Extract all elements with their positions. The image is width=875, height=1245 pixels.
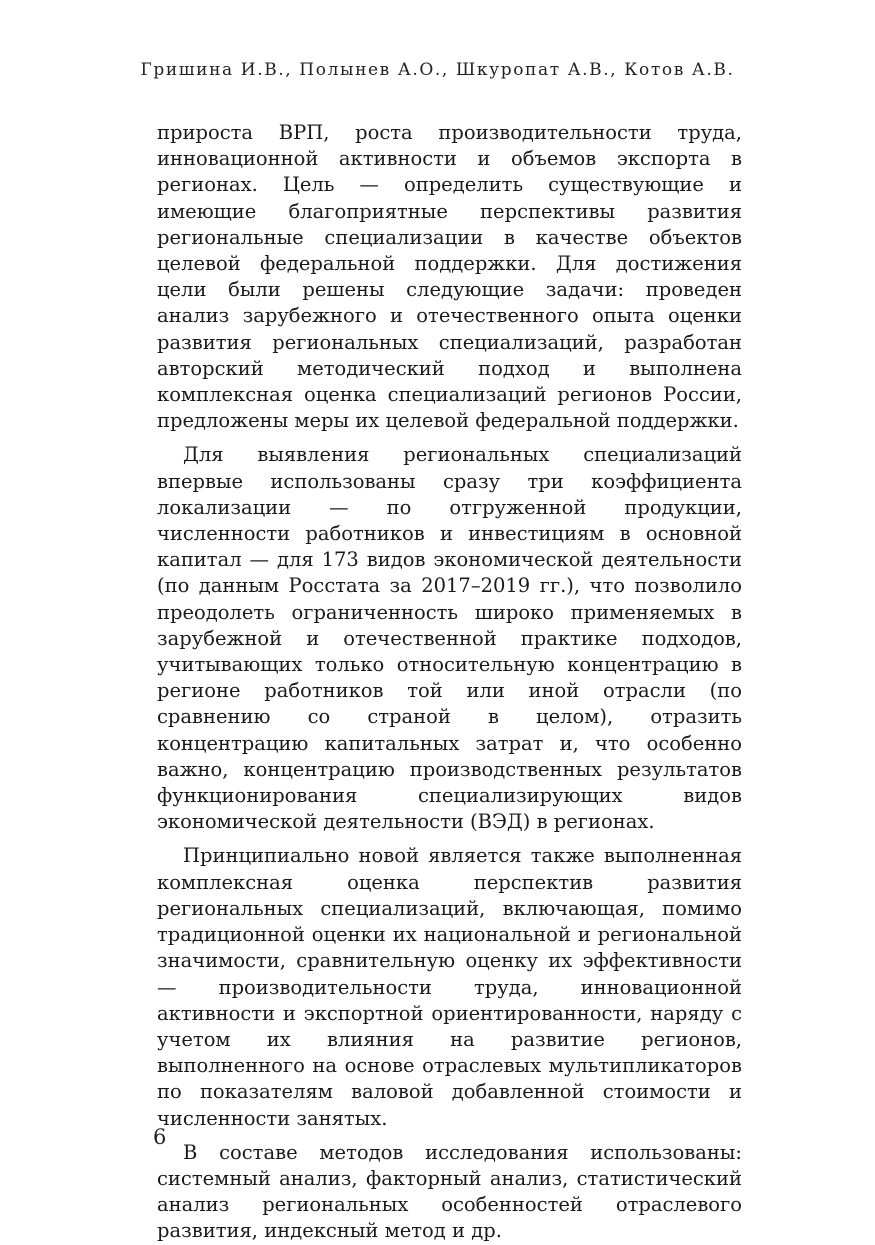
paragraph-1: прироста ВРП, роста производительности труда, инновационной активности и объемов экспорта в регионах. Цель — определить существующие и имеющие благоприятные перспективы развития региональные специализации в качестве объектов целевой федеральной поддержки. Для достижения цели были решены следующие задачи: проведен анализ зарубежного и отечественного опыта оценки развития региональных специализаций, разработан авторский методический подход и выполнена комплексная оценка специализаций регионов России, предложены меры их целевой федеральной поддержки. [157,121,742,433]
running-header: Гришина И.В., Полынев А.О., Шкуропат А.В., Котов А.В. [140,60,735,80]
page-number: 6 [153,1125,167,1149]
paragraph-4: В составе методов исследования использованы: системный анализ, факторный анализ, статистический анализ региональных особенностей отраслевого развития, индексный метод и др. [157,1140,742,1243]
paragraph-2: Для выявления региональных специализаций впервые использованы сразу три коэффициента локализации — по отгруженной продукции, численности работников и инвестициям в основной капитал — для 173 видов экономической деятельности (по данным Росстата за 2017–2019 гг.), что позволило преодолеть ограниченность широко применяемых в зарубежной и отечественной практике подходов, учитывающих только относительную концентрацию в регионе работников той или иной отрасли (по сравнению со страной в целом), отразить концентрацию капитальных затрат и, что особенно важно, концентрацию производственных результатов функционирования специализирующих видов экономической деятельности (ВЭД) в регионах. [157,443,742,834]
body-text [157,120,742,1245]
paragraph-3: Принципиально новой является также выполненная комплексная оценка перспектив развития региональных специализаций, включающая, помимо традиционной оценки их национальной и региональной значимости, сравнительную оценку их эффективности — производительности труда, инновационной активности и экспортной ориентированности, наряду с учетом их влияния на развитие регионов, выполненного на основе отраслевых мультипликаторов по показателям валовой добавленной стоимости и численности занятых. [157,844,742,1130]
